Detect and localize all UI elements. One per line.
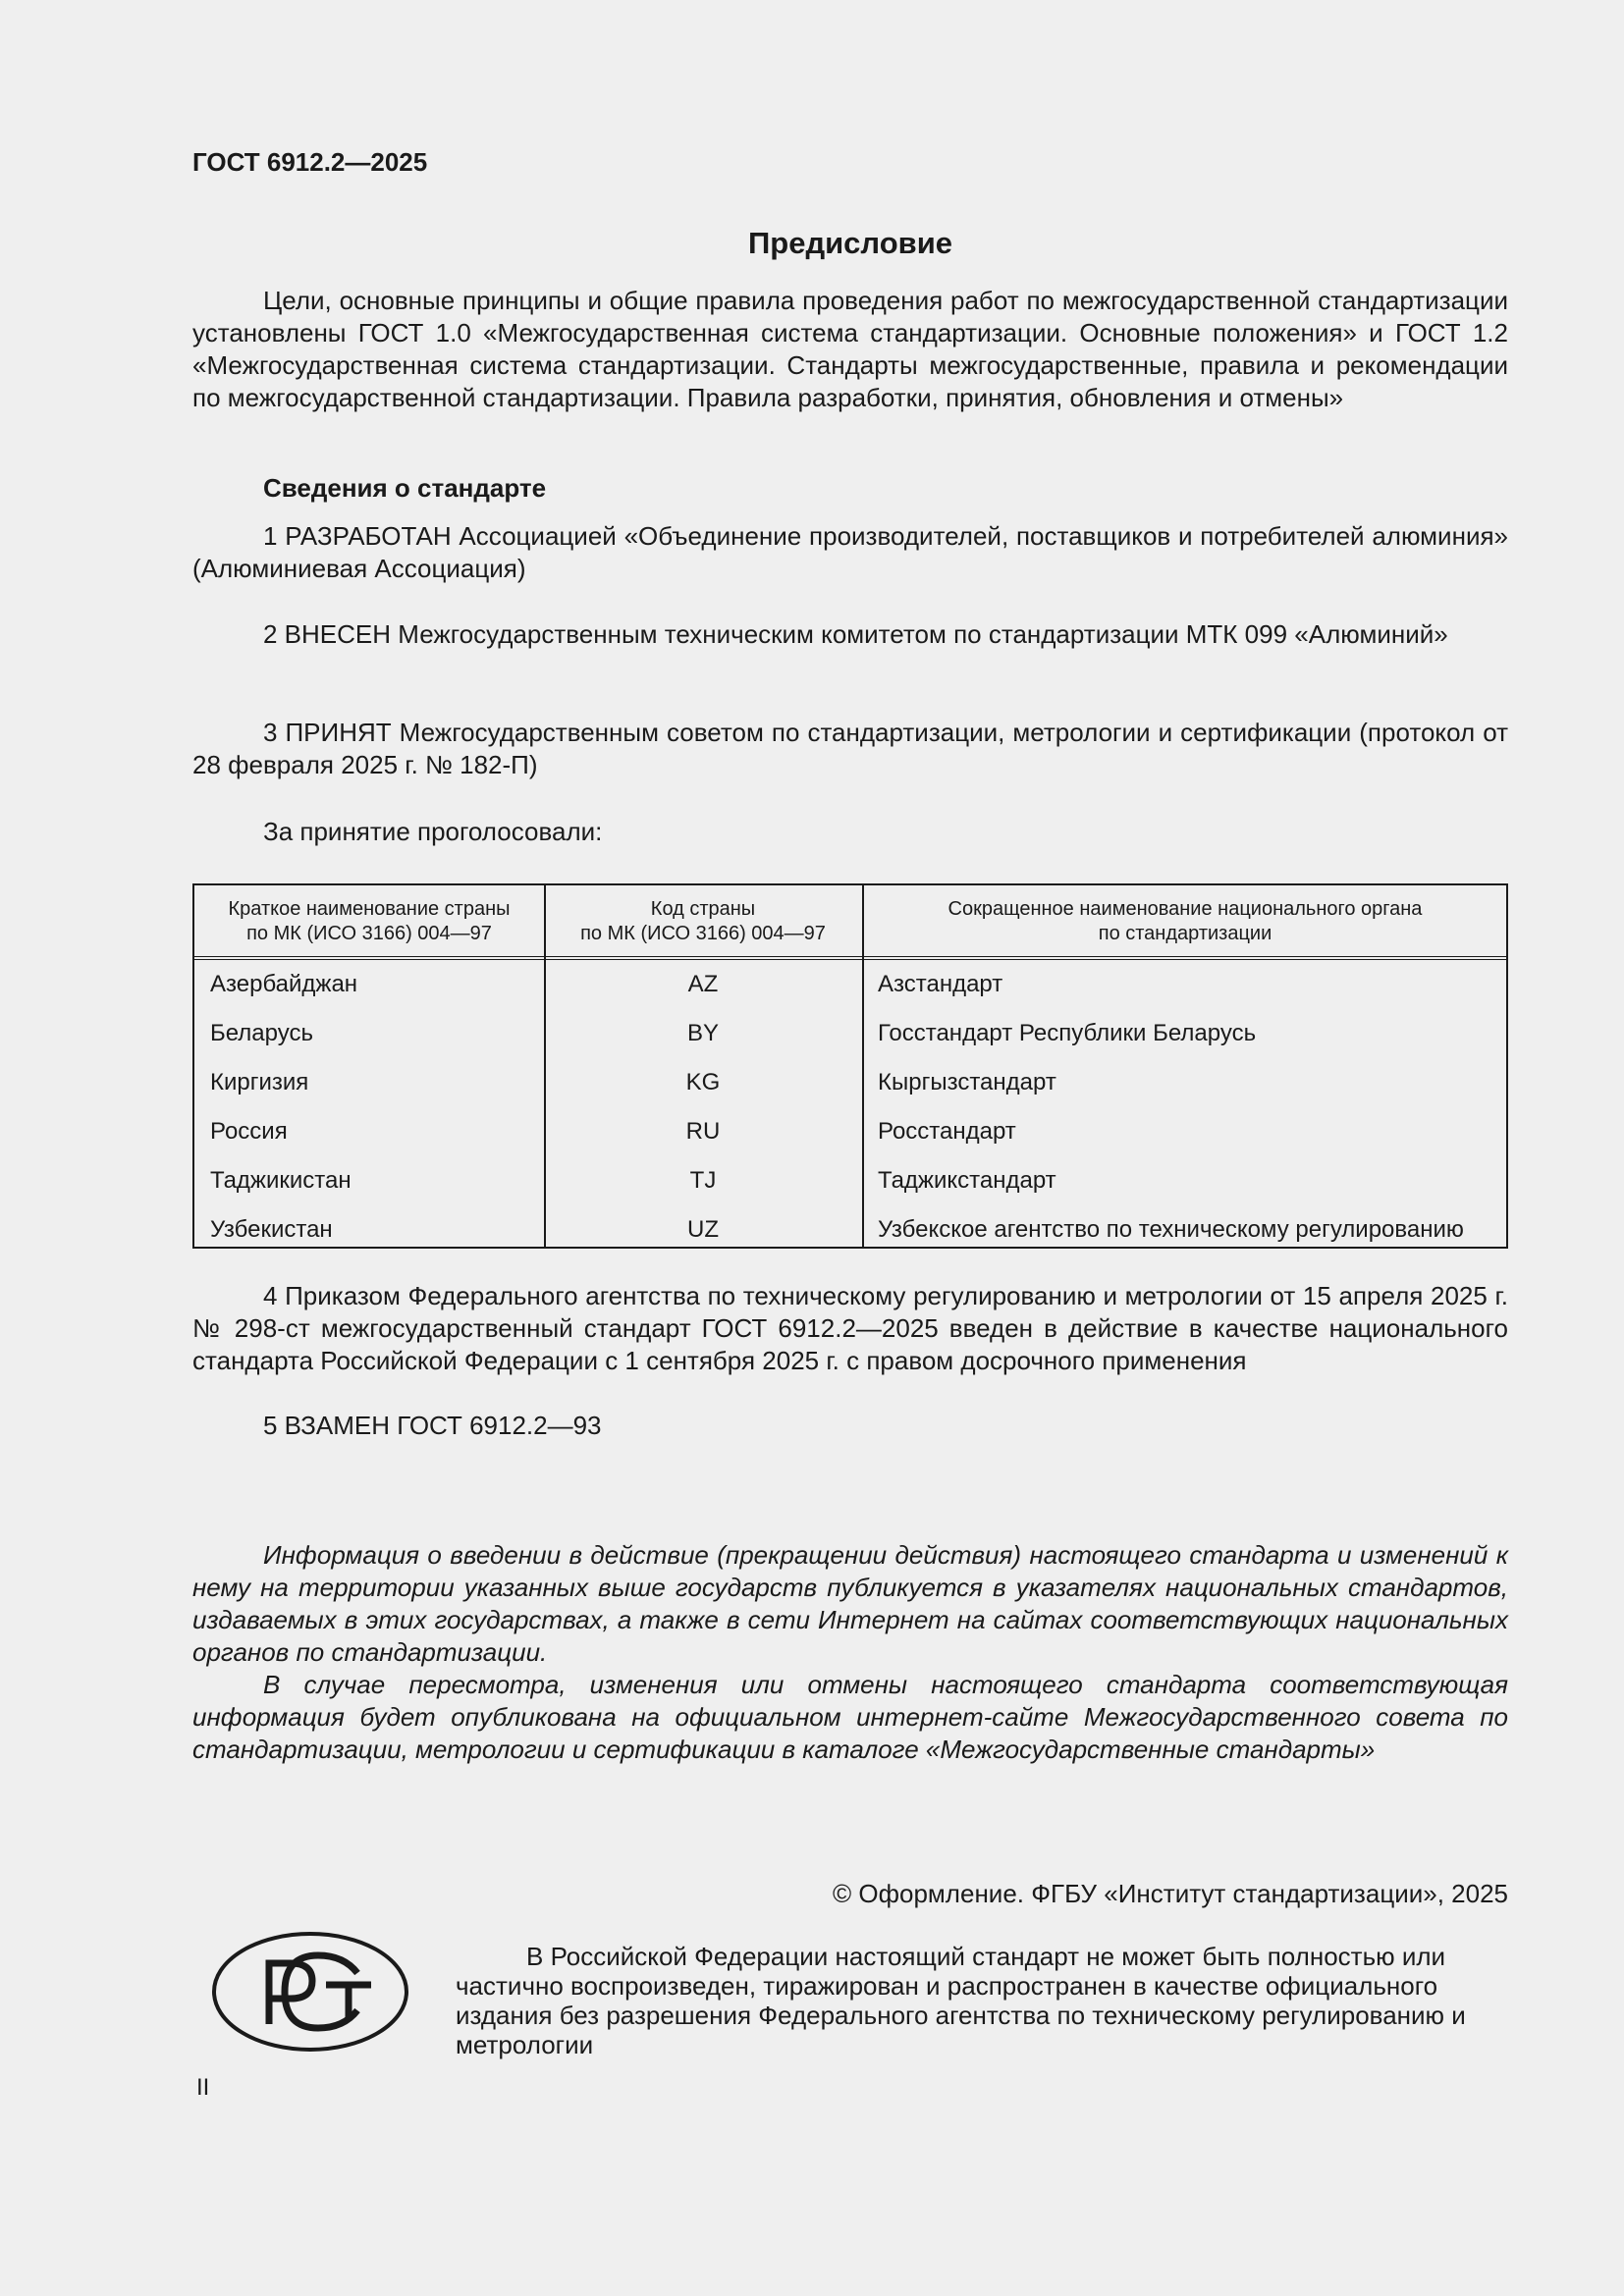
table-row: Киргизия KG Кыргызстандарт [210,1069,1056,1095]
voted-label: За принятие проголосовали: [263,817,603,846]
intro-paragraph: Цели, основные принципы и общие правила проведения работ по межгосударственной стандартизации установлены ГОСТ 1.0 «Межгосударственная система стандартизации. Основные положения» и ГОСТ 1.2 «Межгосударственная система стандартизации. Стандарты межгосударственные, правила и рекомендации по межгосударственной стандартизации. Правила разработки, принятия, обновления и отмены» [192,286,1508,412]
table-row: Россия RU Росстандарт [210,1118,1016,1145]
table-header [194,885,1506,960]
legal-notice: В Российской Федерации настоящий стандарт не может быть полностью или частично воспроизведен, тиражирован и распространен в качестве официального издания без разрешения Федерального агентства по техническому регулированию и метрологии [456,1942,1466,2059]
header-body: Сокращенное наименование национального органа по стандартизации [947,898,1423,944]
notice-paragraph-2: В случае пересмотра, изменения или отмены настоящего стандарта соответствующая информация будет опубликована на официальном интернет-сайте Межгосударственного совета по стандартизации, метрологии и сертификации в каталоге «Межгосударственные стандарты» [192,1670,1508,1764]
header-country: Краткое наименование страны по МК (ИСО 3166) 004—97 [228,898,511,944]
table-row: Таджикистан TJ Таджикстандарт [210,1167,1056,1194]
item-2: 2 ВНЕСЕН Межгосударственным техническим комитетом по стандартизации МТК 099 «Алюминий» [263,619,1448,649]
item-1: 1 РАЗРАБОТАН Ассоциацией «Объединение производителей, поставщиков и потребителей алюминия» (Алюминиевая Ассоциация) [192,521,1508,583]
page-title: Предисловие [747,226,952,260]
table-row: Беларусь BY Госстандарт Республики Беларусь [210,1020,1257,1046]
page-number: II [196,2074,210,2101]
item-4: 4 Приказом Федерального агентства по техническому регулированию и метрологии от 15 апреля 2025 г. № 298-ст межгосударственный стандарт ГОСТ 6912.2—2025 введен в действие в качестве национального стандарта Российской Федерации с 1 сентября 2025 г. с правом досрочного применения [192,1281,1508,1375]
info-heading: Сведения о стандарте [263,473,547,503]
rst-logo-icon [210,1930,410,2058]
document-code: ГОСТ 6912.2—2025 [192,147,428,177]
table-row: Узбекистан UZ Узбекское агентство по техническому регулированию [210,1216,1464,1243]
item-3: 3 ПРИНЯТ Межгосударственным советом по стандартизации, метрологии и сертификации (протокол от 28 февраля 2025 г. № 182-П) [192,718,1508,779]
item-5: 5 ВЗАМЕН ГОСТ 6912.2—93 [263,1411,602,1440]
header-code: Код страны по МК (ИСО 3166) 004—97 [580,898,826,944]
table-row: Азербайджан AZ Азстандарт [210,971,1003,997]
voting-table [192,883,1508,1249]
notice-paragraph-1: Информация о введении в действие (прекращении действия) настоящего стандарта и изменений к нему на территории указанных выше государств публикуется в указателях национальных стандартов, издаваемых в этих государствах, а также в сети Интернет на сайтах соответствующих национальных органов по стандартизации. [192,1540,1508,1667]
copyright-line: © Оформление. ФГБУ «Институт стандартизации», 2025 [833,1879,1508,1908]
